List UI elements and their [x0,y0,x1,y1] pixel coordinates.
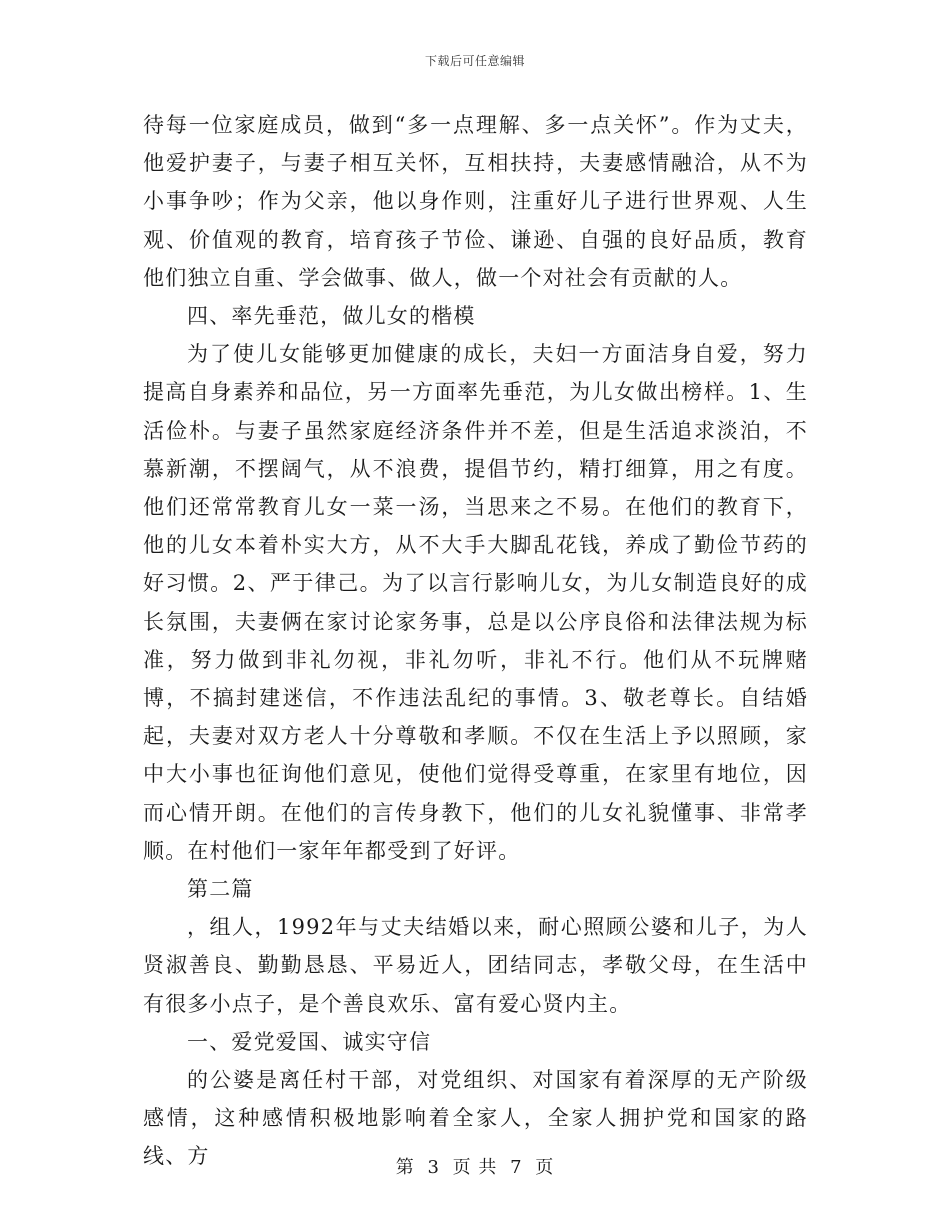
page-number: 3 [427,1157,440,1178]
section-heading-four: 四、率先垂范，做儿女的楷模 [187,304,476,329]
paragraph-introduction: ，组人，1992年与丈夫结婚以来，耐心照顾公婆和儿子，为人贤淑善良、勤勤恳恳、平易近人，团结同志，孝敬父母，在生活中有很多小点子，是个善良欢乐、富有爱心贤内主。 [143,915,808,1016]
section-heading-one: 一、爱党爱国、诚实守信 [187,1029,432,1054]
paragraph-role-model: 为了使儿女能够更加健康的成长，夫妇一方面洁身自爱，努力提高自身素养和品位，另一方面率先垂范，为儿女做出榜样。1、生活俭朴。与妻子虽然家庭经济条件并不差，但是生活追求淡泊，不慕新潮，不摆阔气，从不浪费，提倡节约，精打细算，用之有度。他们还常常教育儿女一菜一汤，当思来之不易。在他们的教育下，他的儿女本着朴实大方，从不大手大脚乱花钱，养成了勤俭节药的好习惯。2、严于律己。为了以言行影响儿女，为儿女制造良好的成长氛围，夫妻俩在家讨论家务事，总是以公序良俗和法律法规为标准，努力做到非礼勿视，非礼勿听，非礼不行。他们从不玩牌赌博，不搞封建迷信，不作违法乱纪的事情。3、敬老尊长。自结婚起，夫妻对双方老人十分尊敬和孝顺。不仅在生活上予以照顾，家中大小事也征询他们意见，使他们觉得受尊重，在家里有地位，因而心情开朗。在他们的言传身教下，他们的儿女礼貌懂事、非常孝顺。在村他们一家年年都受到了好评。 [143,342,808,863]
page-header: 下载后可任意编辑 [424,54,525,68]
paragraph-in-laws: 的公婆是离任村干部，对党组织、对国家有着深厚的无产阶级感情，这种感情积极地影响着全家人，全家人拥护党和国家的路线、方 [143,1068,808,1169]
document-body [143,106,808,1176]
footer-label-before: 第 [395,1157,415,1178]
part-heading-second: 第二篇 [187,877,254,902]
total-pages: 7 [510,1157,523,1178]
paragraph-continuation: 待每一位家庭成员，做到“多一点理解、多一点关怀”。作为丈夫，他爱护妻子，与妻子相互关怀，互相扶持，夫妻感情融洽，从不为小事争吵；作为父亲，他以身作则，注重好儿子进行世界观、人生观、价值观的教育，培育孩子节俭、谦逊、自强的良好品质，教育他们独立自重、学会做事、做人，做一个对社会有贡献的人。 [143,113,808,290]
footer-label-middle: 页 共 [452,1157,498,1178]
footer-label-after: 页 [535,1157,555,1178]
page-footer [0,1153,950,1179]
